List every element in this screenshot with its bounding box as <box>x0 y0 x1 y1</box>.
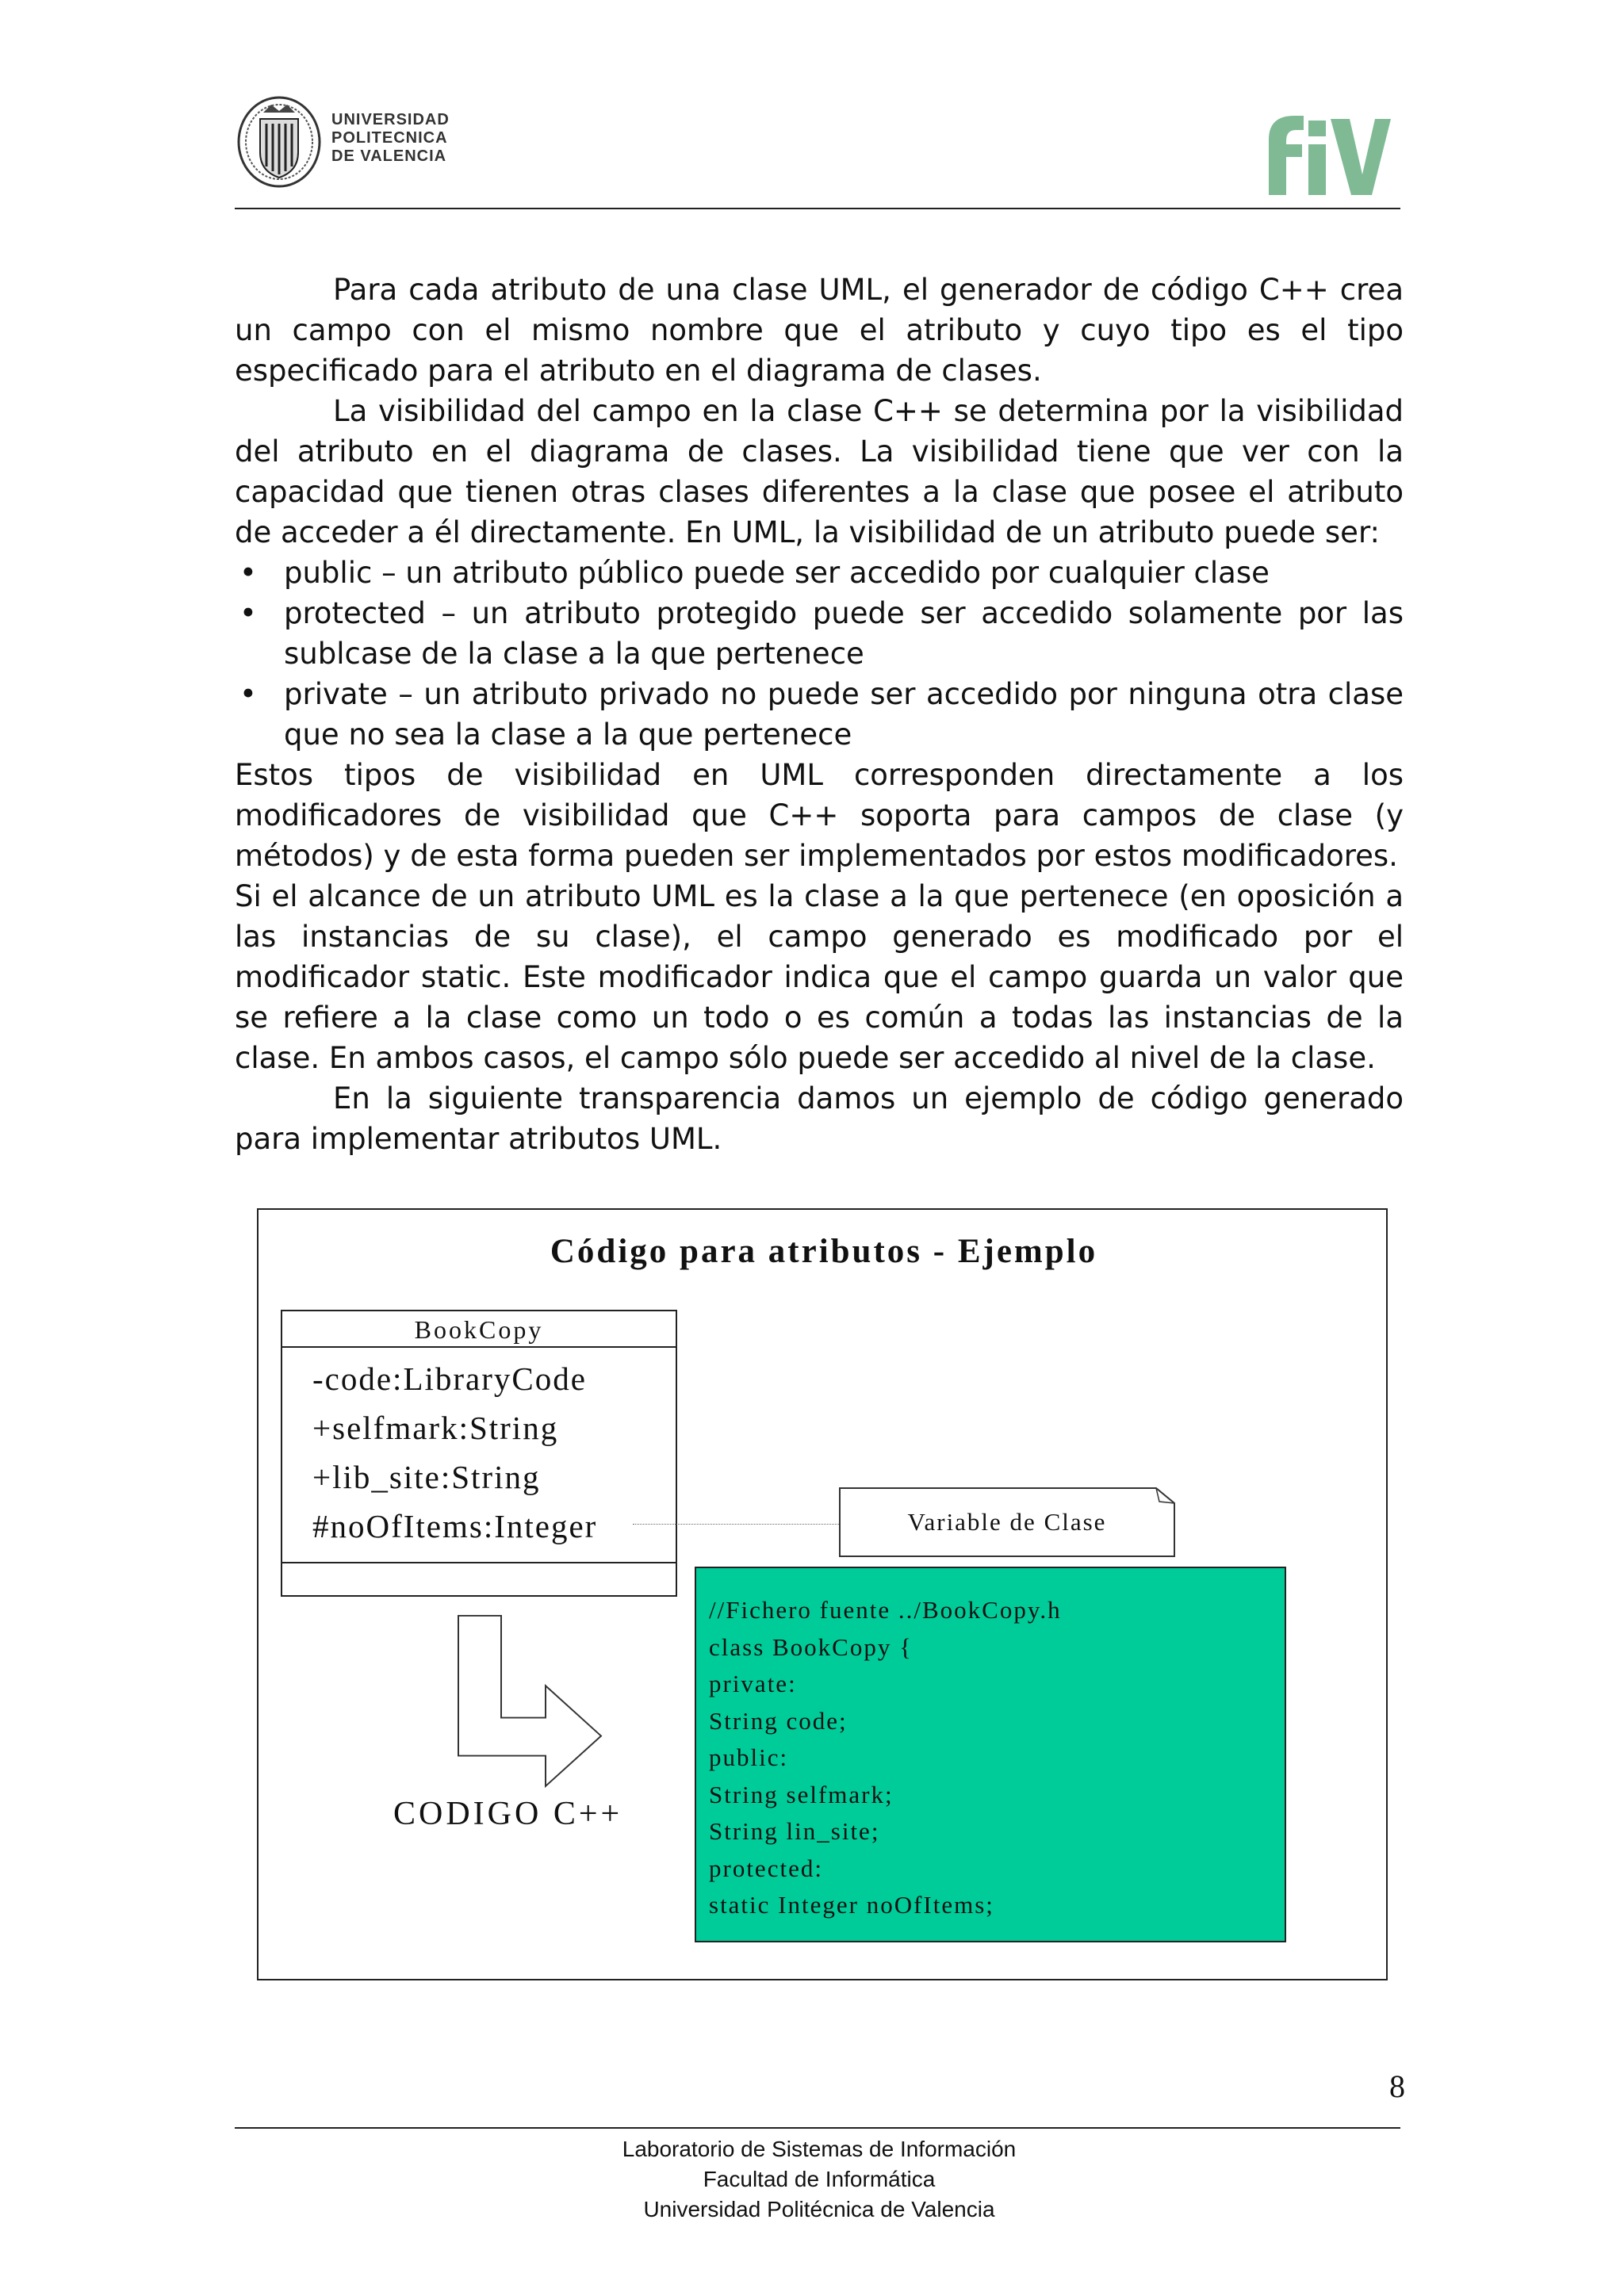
bent-arrow-icon <box>457 1614 603 1790</box>
uml-class-name: BookCopy <box>282 1311 676 1348</box>
bullet-icon: • <box>239 556 257 590</box>
body-text <box>235 270 1404 1159</box>
paragraph-5: En la siguiente transparencia damos un ejemplo de código generado para implementar atributos UML. <box>235 1081 1404 1156</box>
code-line: class BookCopy { <box>709 1632 913 1661</box>
paragraph-4: Si el alcance de un atributo UML es la clase a la que pertenece (en oposición a las instancias de su clase), el campo generado es modificado por el modificador static. Este modificador indica que el campo guarda un valor que se refiere a la clase como un todo o es común a todas las instancias de la clase. En ambos casos, el campo sólo puede ser accedido al nivel de la clase. <box>235 879 1404 1075</box>
university-name: UNIVERSIDAD POLITECNICA DE VALENCIA <box>331 111 450 165</box>
code-line: String selfmark; <box>709 1780 894 1808</box>
arrow-label: CODIGO C++ <box>393 1796 623 1832</box>
note-text: Variable de Clase <box>907 1508 1107 1536</box>
page-number: 8 <box>1389 2068 1405 2104</box>
paragraph-2: La visibilidad del campo en la clase C++ se determina por la visibilidad del atributo en el diagrama de clases. La visibilidad tiene que ver con la capacidad que tienen otras clases diferentes a la clase que posee el atributo de acceder a él directamente. En UML, la visibilidad de un atributo puede ser: <box>235 394 1404 549</box>
footer-line: Facultad de Informática <box>703 2167 936 2191</box>
paragraph-3: Estos tipos de visibilidad en UML corresponden directamente a los modificadores de visibilidad que C++ soporta para campos de clase (y métodos) y de esta forma pueden ser implementados por estos modificadores. <box>235 758 1404 873</box>
footer-text <box>235 2134 1404 2225</box>
footer-rule <box>235 2127 1400 2129</box>
paragraph-1: Para cada atributo de una clase UML, el generador de código C++ crea un campo con el mismo nombre que el atributo y cuyo tipo es el tipo especificado para el atributo en el diagrama de clases. <box>235 273 1404 388</box>
list-item: • public – un atributo público puede ser accedido por cualquier clase <box>235 553 1404 593</box>
uml-attribute: +selfmark:String <box>312 1410 559 1446</box>
list-item: • protected – un atributo protegido puede ser accedido solamente por las sublcase de la clase a la que pertenece <box>235 593 1404 674</box>
uml-class-box <box>281 1310 677 1597</box>
code-line: String lin_site; <box>709 1817 880 1845</box>
footer-line: Universidad Politécnica de Valencia <box>643 2197 995 2221</box>
code-example-figure <box>257 1208 1388 1980</box>
university-seal-logo <box>236 95 322 189</box>
code-line: static Integer noOfItems; <box>709 1891 994 1919</box>
fiv-logo <box>1262 113 1391 197</box>
bullet-icon: • <box>239 596 257 630</box>
footer-line: Laboratorio de Sistemas de Información <box>622 2137 1017 2161</box>
code-line: protected: <box>709 1854 823 1882</box>
uml-attribute: +lib_site:String <box>312 1459 541 1495</box>
code-box <box>695 1567 1286 1942</box>
bullet-icon: • <box>239 677 257 711</box>
uml-attributes <box>282 1348 676 1563</box>
uml-attribute: #noOfItems:Integer <box>312 1508 598 1544</box>
visibility-list <box>235 553 1404 755</box>
list-item: • private – un atributo privado no puede ser accedido por ninguna otra clase que no sea la clase a la que pertenece <box>235 674 1404 755</box>
code-line: public: <box>709 1743 789 1771</box>
header-rule <box>235 208 1400 209</box>
figure-title: Código para atributos - Ejemplo <box>550 1233 1098 1270</box>
uml-attribute: -code:LibraryCode <box>312 1360 587 1397</box>
code-line: private: <box>709 1670 797 1697</box>
code-line: //Fichero fuente ../BookCopy.h <box>709 1596 1062 1624</box>
code-line: String code; <box>709 1706 848 1735</box>
